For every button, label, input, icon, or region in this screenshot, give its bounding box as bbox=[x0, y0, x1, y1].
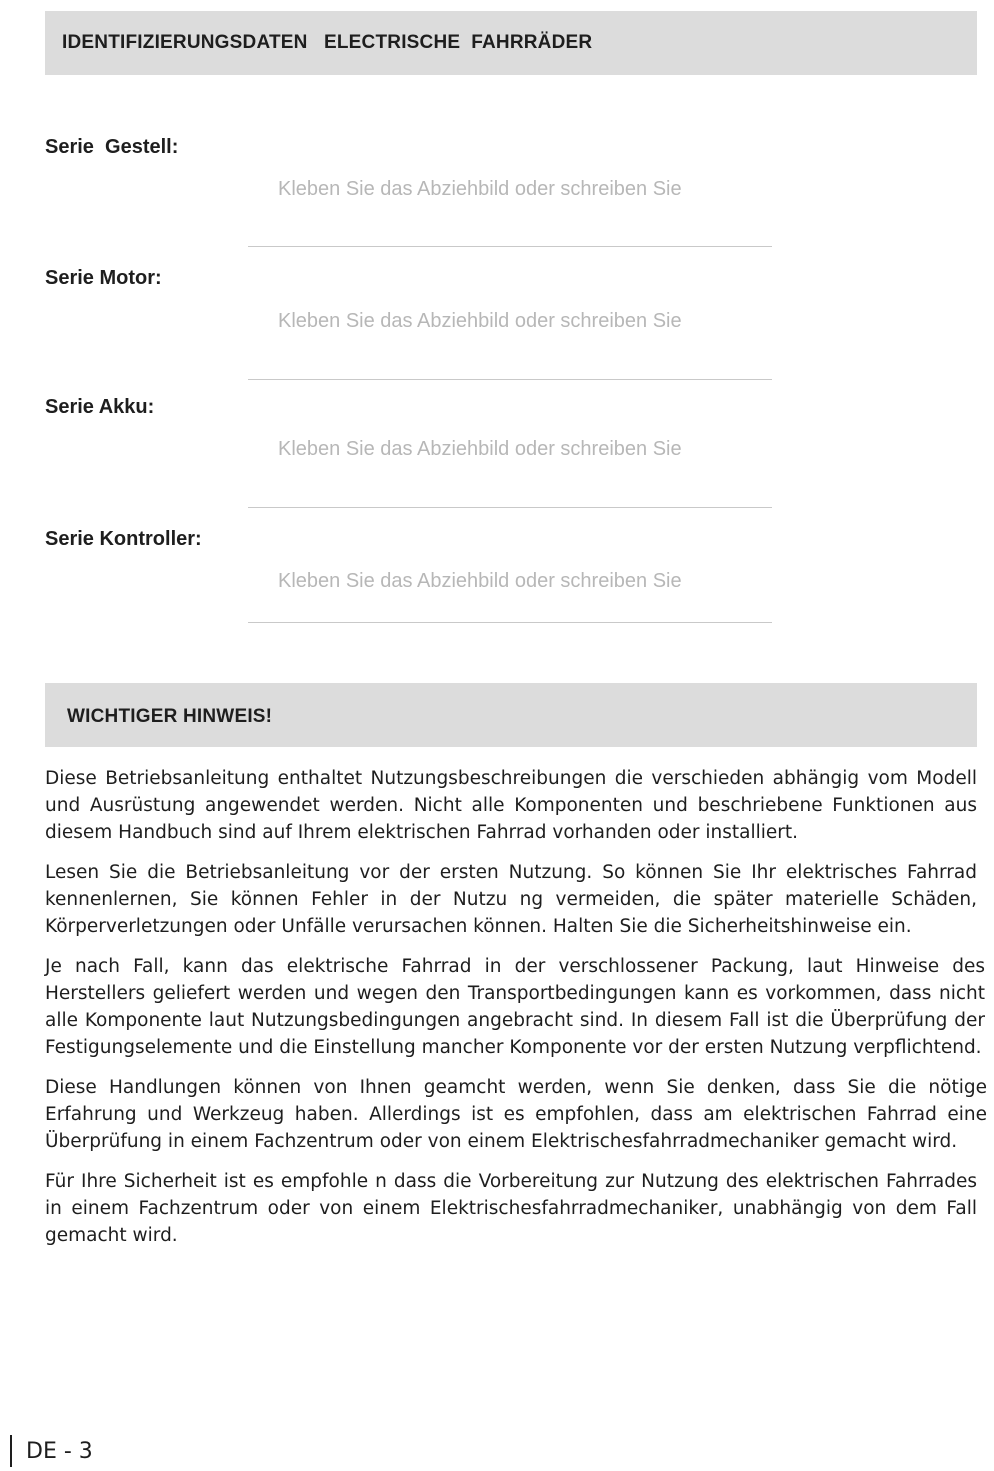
field-line-battery-serial bbox=[248, 507, 772, 508]
field-line-frame-serial bbox=[248, 246, 772, 247]
page-number-label: DE - 3 bbox=[26, 1438, 93, 1464]
notice-paragraph: Diese Betriebsanleitung enthaltet Nutzungsbeschreibungen die verschieden abhängig vom Modell und Ausrüstung angewendet werden. Nicht alle Komponenten und beschriebene Funktionen aus diesem Handbuch sind auf Ihrem elektrischen Fahrrad vorhanden oder installiert. bbox=[45, 768, 977, 843]
notice-paragraph: Je nach Fall, kann das elektrische Fahrrad in der verschlossener Packung, laut Hinweise des Herstellers geliefert werden und wegen den Transportbedingungen kann es vorkommen, dass nicht alle Komponente laut Nutzungsbedingungen angebracht sind. In diesem Fall ist die Überprüfung der Festigungselemente und die Einstellung mancher Komponente vor der ersten Nutzung verpflichtend. bbox=[45, 956, 985, 1058]
notice-paragraph: Diese Handlungen können von Ihnen geamcht werden, wenn Sie denken, dass Sie die nötige Erfahrung und Werkzeug haben. Allerdings ist es empfohlen, dass am elektrischen Fahrrad eine Überprüfung in einem Fachzentrum oder von einem Elektrischesfahrradmechaniker gemacht wird. bbox=[45, 1077, 987, 1152]
field-hint-battery-serial: Kleben Sie das Abziehbild oder schreiben Sie bbox=[278, 438, 682, 460]
field-hint-frame-serial: Kleben Sie das Abziehbild oder schreiben Sie bbox=[278, 178, 682, 200]
notice-paragraph: Lesen Sie die Betriebsanleitung vor der ersten Nutzung. So können Sie Ihr elektrisches Fahrrad kennenlernen, Sie können Fehler in der Nutzu ng vermeiden, die später materielle Schäden, Körperverletzungen oder Unfälle verursachen können. Halten Sie die Sicherheitshinweise ein. bbox=[45, 862, 977, 937]
field-hint-motor-serial: Kleben Sie das Abziehbild oder schreiben Sie bbox=[278, 310, 682, 332]
field-hint-controller-serial: Kleben Sie das Abziehbild oder schreiben Sie bbox=[278, 570, 682, 592]
field-label-controller-serial: Serie Kontroller: bbox=[45, 528, 202, 550]
page-number bbox=[10, 1434, 93, 1468]
field-line-motor-serial bbox=[248, 379, 772, 380]
notice-title: WICHTIGER HINWEIS! bbox=[67, 706, 273, 727]
identification-title: IDENTIFIZIERUNGSDATEN ELECTRISCHE FAHRRÄDER bbox=[62, 32, 593, 53]
field-label-frame-serial: Serie Gestell: bbox=[45, 136, 179, 158]
field-line-controller-serial bbox=[248, 622, 772, 623]
identification-header bbox=[45, 11, 977, 75]
page-number-divider bbox=[10, 1435, 12, 1467]
notice-paragraph: Für Ihre Sicherheit ist es empfohle n dass die Vorbereitung zur Nutzung des elektrischen Fahrrades in einem Fachzentrum oder von einem Elektrischesfahrradmechaniker, unabhängig von dem Fall gemacht wird. bbox=[45, 1171, 977, 1246]
field-label-battery-serial: Serie Akku: bbox=[45, 396, 155, 418]
field-label-motor-serial: Serie Motor: bbox=[45, 267, 162, 289]
notice-body bbox=[45, 765, 987, 1262]
notice-header bbox=[45, 683, 977, 747]
